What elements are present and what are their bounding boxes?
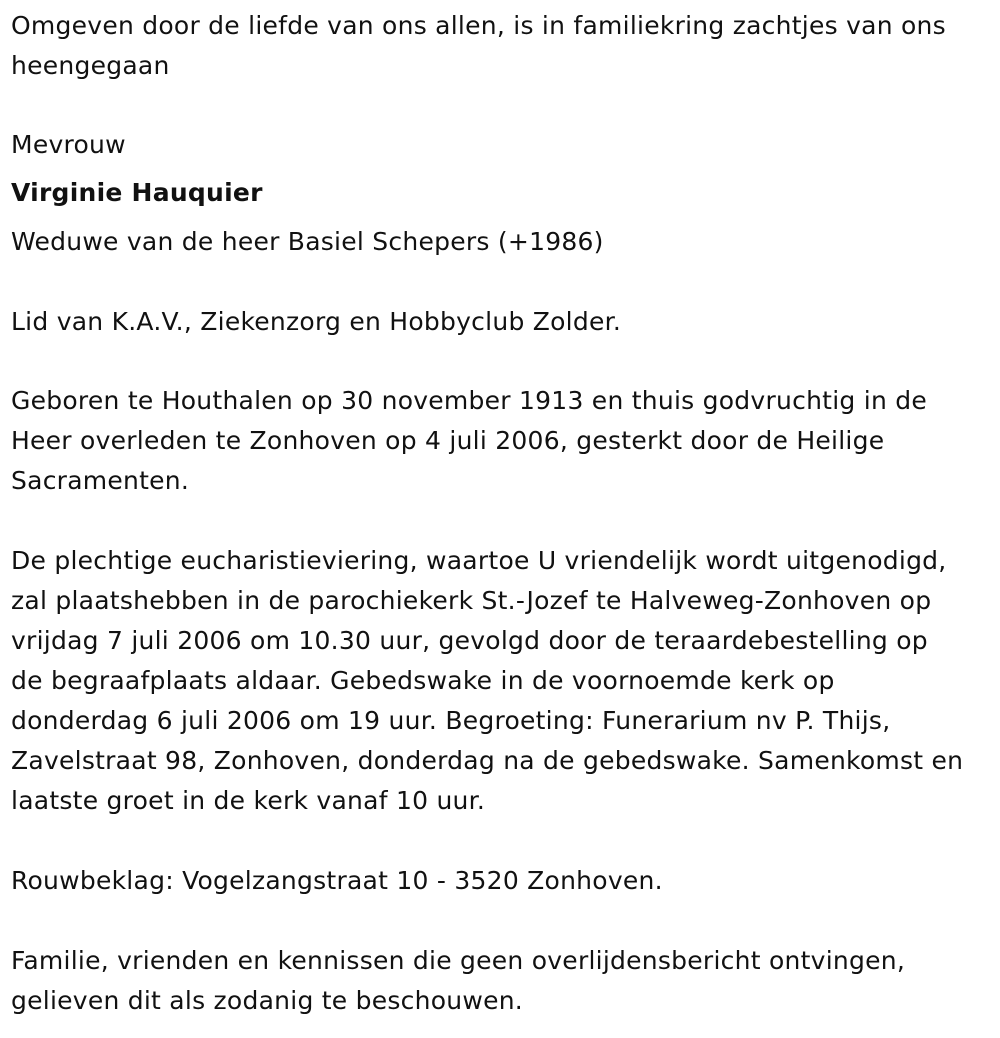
ceremony-line-6: Zavelstraat 98, Zonhoven, donderdag na de gebedswake. Samenkomst en [11,746,964,775]
widow-line: Weduwe van de heer Basiel Schepers (+1986) [11,227,604,256]
intro-line-1: Omgeven door de liefde van ons allen, is in familiekring zachtjes van ons [11,11,946,40]
closing-line-1: Familie, vrienden en kennissen die geen overlijdensbericht ontvingen, [11,946,906,975]
ceremony-line-2: zal plaatshebben in de parochiekerk St.-Jozef te Halveweg-Zonhoven op [11,586,932,615]
ceremony-line-7: laatste groet in de kerk vanaf 10 uur. [11,786,486,815]
ceremony-line-3: vrijdag 7 juli 2006 om 10.30 uur, gevolgd door de teraardebestelling op [11,626,928,655]
birth-death-line-2: Heer overleden te Zonhoven op 4 juli 2006, gesterkt door de Heilige [11,426,885,455]
ceremony-line-4: de begraafplaats aldaar. Gebedswake in de voornoemde kerk op [11,666,835,695]
condolences-line: Rouwbeklag: Vogelzangstraat 10 - 3520 Zonhoven. [11,866,663,895]
ceremony-line-5: donderdag 6 juli 2006 om 19 uur. Begroeting: Funerarium nv P. Thijs, [11,706,891,735]
honorific-title: Mevrouw [11,130,126,159]
ceremony-line-1: De plechtige eucharistieviering, waartoe U vriendelijk wordt uitgenodigd, [11,546,947,575]
membership-line: Lid van K.A.V., Ziekenzorg en Hobbyclub Zolder. [11,307,622,336]
closing-line-2: gelieven dit als zodanig te beschouwen. [11,986,524,1015]
deceased-name: Virginie Hauquier [11,178,263,207]
birth-death-line-3: Sacramenten. [11,466,190,495]
birth-death-line-1: Geboren te Houthalen op 30 november 1913 en thuis godvruchtig in de [11,386,927,415]
intro-line-2: heengegaan [11,51,170,80]
